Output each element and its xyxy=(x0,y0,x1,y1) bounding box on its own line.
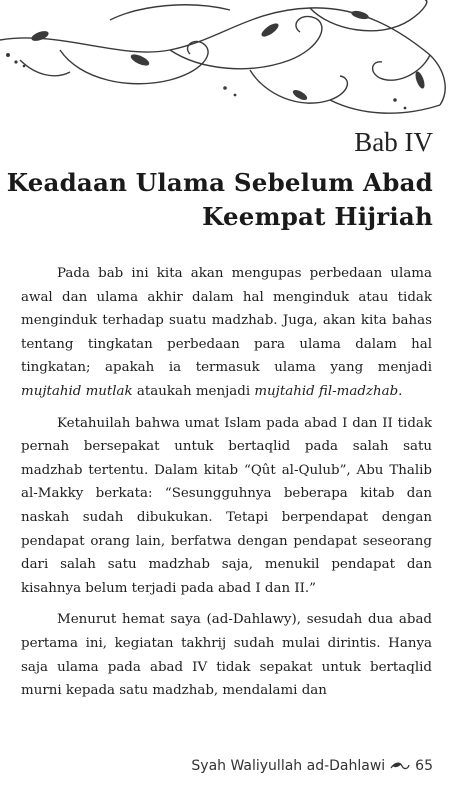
paragraph-1-text-b: ataukah menjadi xyxy=(132,383,255,399)
body-text xyxy=(21,262,432,711)
chapter-title xyxy=(7,166,433,234)
leaf-ornament-icon xyxy=(390,760,410,772)
paragraph-1-text-c: . xyxy=(398,383,403,399)
paragraph-1 xyxy=(21,262,432,404)
chapter-label: Bab IV xyxy=(354,127,433,157)
paragraph-1-text-a: Pada bab ini kita akan mengupas perbedaan ulama awal dan ulama akhir dalam hal menginduk atau tidak menginduk terhadap suatu madzhab. Juga, akan kita bahas tentang tingkatan perbedaan para ulama dalam hal tingkatan; apakah ia termasuk ulama yang menjadi xyxy=(21,266,432,376)
term-mujtahid-mutlak: mujtahid mutlak xyxy=(21,383,133,399)
decorative-floral-ornament xyxy=(0,0,457,122)
footer-author: Syah Waliyullah ad-Dahlawi xyxy=(191,758,386,774)
term-mujtahid-fil-madzhab: mujtahid fil-madzhab xyxy=(254,383,399,399)
page-footer xyxy=(191,758,433,774)
page-number: 65 xyxy=(415,758,433,774)
paragraph-3: Menurut hemat saya (ad-Dahlawy), sesudah dua abad pertama ini, kegiatan takhrij sudah mulai dirintis. Hanya saja ulama pada abad IV tidak sepakat untuk bertaqlid murni kepada satu madzhab, mendalami dan xyxy=(21,612,432,699)
paragraph-2: Ketahuilah bahwa umat Islam pada abad I dan II tidak pernah bersepakat untuk bertaqlid pada salah satu madzhab tertentu. Dalam kitab “Qût al-Qulub”, Abu Thalib al-Makky berkata: “Sesungguhnya beberapa kitab dan naskah sudah dibukukan. Tetapi berpendapat dengan pendapat orang lain, berfatwa dengan pendapat seseorang dari salah satu madzhab saja, menukil pendapat dan kisahnya belum terjadi pada abad I dan II.” xyxy=(21,415,432,596)
chapter-title-line-1: Keadaan Ulama Sebelum Abad xyxy=(6,168,433,197)
chapter-title-line-2: Keempat Hijriah xyxy=(202,202,433,231)
